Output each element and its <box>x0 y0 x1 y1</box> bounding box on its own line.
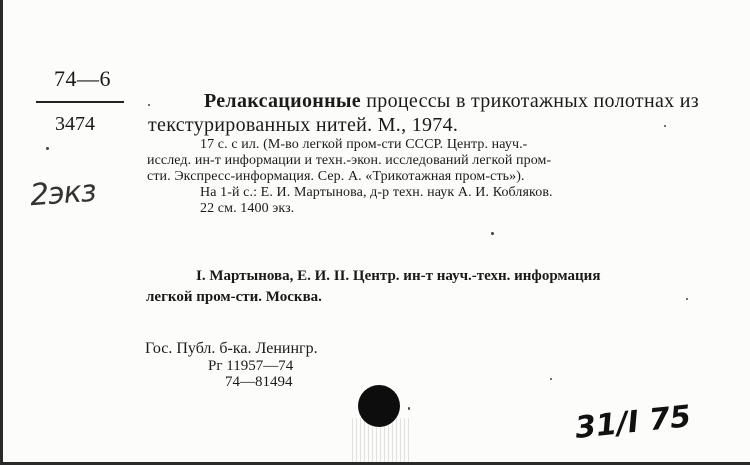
book-title <box>148 89 748 137</box>
library-number-2: 74—81494 <box>225 374 293 390</box>
ink-speck <box>148 104 150 106</box>
ink-speck <box>664 125 666 127</box>
call-number-top: 74—6 <box>54 66 111 91</box>
bibliographic-description <box>147 137 747 217</box>
desc-line-2: исслед. ин-т информации и техн.-экон. исследований легкой пром- <box>147 153 552 168</box>
desc-line-4: На 1-й с.: Е. И. Мартынова, д-р техн. наук А. И. Кобляков. <box>200 185 553 200</box>
title-rest: процессы в трикотажных полотнах из текстурированных нитей. М., 1974. <box>148 90 699 136</box>
ink-speck <box>491 232 494 235</box>
handwritten-copies-note: 2экз <box>28 173 97 214</box>
ink-speck <box>550 378 552 380</box>
subject-tracing <box>146 266 750 308</box>
library-number-1: Рг 11957—74 <box>208 358 294 374</box>
call-number-divider <box>36 101 124 103</box>
ink-speck <box>686 298 688 300</box>
ink-speck <box>408 407 410 410</box>
desc-line-1: 17 с. с ил. (М-во легкой пром-сти СССР. Центр. науч.- <box>200 137 528 152</box>
desc-line-5: 22 см. 1400 экз. <box>200 201 295 216</box>
desc-line-3: сти. Экспресс-информация. Сер. А. «Трикотажная пром-сть»). <box>147 169 525 184</box>
punched-hole <box>358 385 400 427</box>
card-left-edge <box>0 0 3 465</box>
title-bold-part: Релаксационные <box>204 90 361 112</box>
library-name: Гос. Публ. б-ка. Ленингр. <box>145 340 318 357</box>
call-number-bottom: 3474 <box>55 113 95 135</box>
handwritten-signature: 31/І 75 <box>573 399 693 446</box>
tracing-line-1: I. Мартынова, Е. И. II. Центр. ин-т науч.-техн. информация <box>196 268 601 284</box>
tracing-line-2: легкой пром-сти. Москва. <box>146 289 322 305</box>
ink-speck <box>46 147 49 150</box>
